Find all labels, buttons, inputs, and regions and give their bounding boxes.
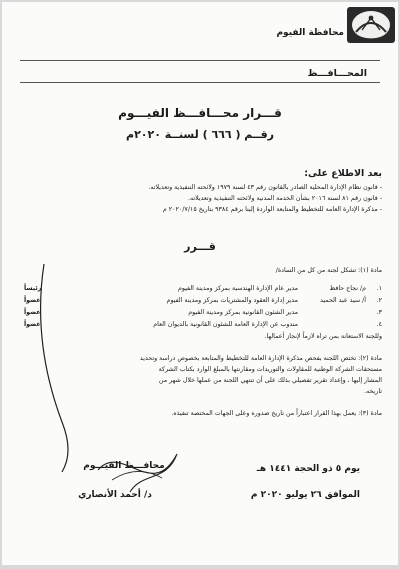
member-name: أ/ سيد عبد الحميد <box>320 297 366 304</box>
member-number: ٣. <box>376 309 382 316</box>
preamble-item: - مذكرة الإدارة العامة للتخطيط والمتابعة الواردة إلينا برقم ٩٣٨٤ بتاريخ ٢٠٢٠/٧/١٥ م <box>162 206 382 213</box>
member-name: م/ نجاح حافظ <box>329 285 366 292</box>
member-role: عضواً <box>24 297 41 304</box>
signature-name: د/ أحمد الأنصاري <box>78 490 152 500</box>
article-2-line: مستحقات الشركة الوطنية للمقاولات والتوريدات ومقارنتها بالمبلغ الوارد بكتاب الشركة <box>158 366 382 373</box>
gregorian-date: الموافق ٢٦ يوليو ٢٠٢٠ م <box>250 490 360 500</box>
member-position: مدير إدارة العقود والمشتريات بمركز ومدينة الفيوم <box>166 297 298 304</box>
governorate-name: محافظة الفيوم <box>276 28 344 38</box>
member-role: رئيساً <box>24 285 42 292</box>
decree-page <box>2 2 398 565</box>
member-position: مدير الشئون القانونية بمركز ومدينة الفيوم <box>188 309 298 316</box>
handwritten-signature <box>2 2 398 565</box>
member-role: عضواً <box>24 309 41 316</box>
member-number: ١. <box>376 285 382 292</box>
article-1-intro: مادة (١): تشكل لجنة من كل من السادة/ <box>275 267 382 274</box>
decided-heading: قـــرر <box>184 240 216 253</box>
article-3: مادة (٣): يعمل بهذا القرار اعتباراً من تاريخ صدوره وعلى الجهات المختصة تنفيذه. <box>171 410 382 417</box>
decree-number: رقــم ( ٦٦٦ ) لسنــة ٢٠٢٠م <box>126 128 274 141</box>
article-2-line: تاريخه. <box>364 388 382 395</box>
governor-title: المحـــافـــظ <box>307 68 367 79</box>
preamble-heading: بعد الاطلاع على: <box>304 168 382 179</box>
signature-title: محافـــظ الفيـــوم <box>83 461 165 471</box>
member-number: ٤. <box>376 321 382 328</box>
hijri-date: يوم ٥ ذو الحجة ١٤٤١ هـ <box>256 464 360 474</box>
preamble-item: - قانون نظام الإدارة المحلية الصادر بالقانون رقم ٤٣ لسنة ١٩٧٩ ولائحته التنفيذية وتعديلاته. <box>148 184 382 191</box>
member-position: مدير عام الإدارة الهندسية بمركز ومدينة الفيوم <box>177 285 298 292</box>
preamble-item: - قانون رقم ٨١ لسنة ٢٠١٦ بشأن الخدمة المدنية ولائحته التنفيذية وتعديلاته. <box>187 195 382 202</box>
article-2-line: المشار إليها ، وإعداد تقرير تفصيلي بذلك على أن تنتهي اللجنة من عملها خلال شهر من <box>158 377 382 384</box>
article-1-note: وللجنة الاستعانة بمن تراه لازماً لإنجاز أعمالها. <box>264 333 382 340</box>
decree-title: قـــرار محـــافـــظ الفيـــوم <box>118 106 282 120</box>
member-position: مندوب عن الإدارة العامة للشئون القانونية بالديوان العام <box>153 321 298 328</box>
member-number: ٢. <box>376 297 382 304</box>
article-2-line: مادة (٢): تختص اللجنة بفحص مذكرة الإدارة العامة للتخطيط والمتابعة بخصوص دراسة وتحديد <box>139 355 382 362</box>
member-role: عضواً <box>24 321 41 328</box>
